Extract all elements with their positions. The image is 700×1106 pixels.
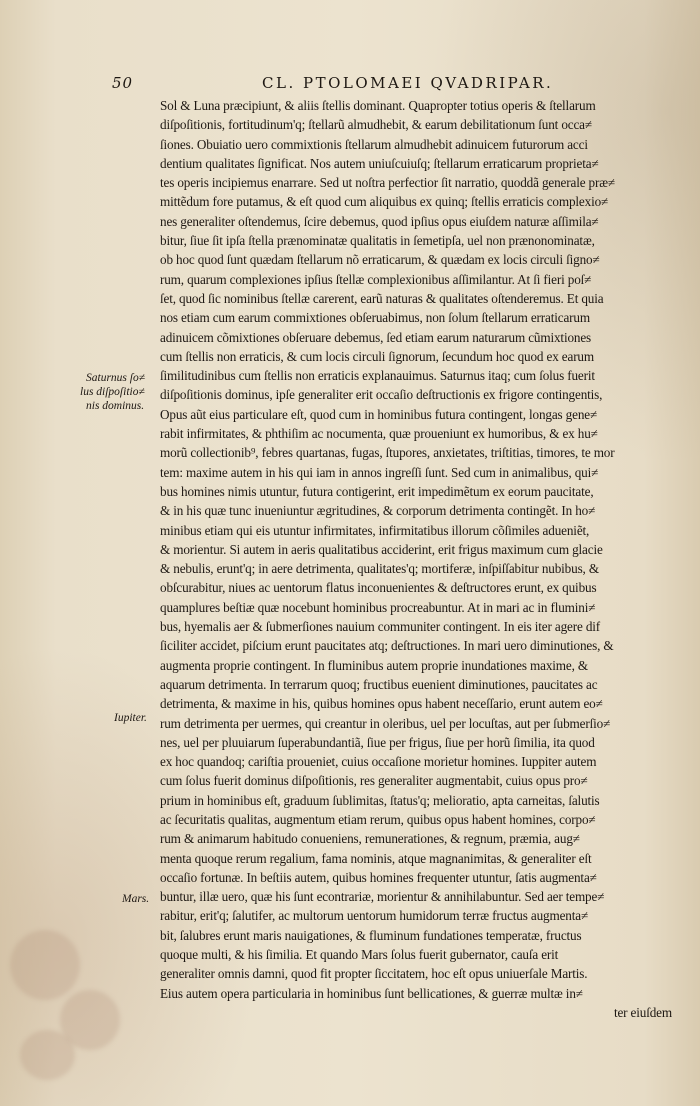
text-line: buntur, illæ uero, quæ his ſunt econtrariæ, morientur & annihilabuntur. Sed aer tempe≠ xyxy=(160,889,605,905)
text-line: morũ collectionib⁹, febres quartanas, fugas, ſtupores, anxietates, triſtitias, timores, te mor xyxy=(160,445,615,461)
text-line: nes, uel per pluuiarum ſuperabundantiã, ſiue per frigus, ſiue per horũ ſimilia, ita quod xyxy=(160,734,595,750)
text-line: cum ſolus fuerit dominus diſpoſitionis, res generaliter augmentabit, cuius opus pro≠ xyxy=(160,773,588,789)
margin-note-jupiter xyxy=(114,711,147,725)
text-line: ſiciliter accidet, piſcium erunt paucitates atq; deſtructiones. In mari uero diminutiones, & xyxy=(160,638,614,654)
text-line: minibus etiam qui eis utuntur infirmitates, infirmitatibus illorum cõſimiles adueniẽt, xyxy=(160,522,590,538)
running-head: CL. PTOLOMAEI QVADRIPAR. xyxy=(262,74,554,92)
text-line: bus homines nimis utuntur, futura contigerint, erit impedimẽtum ex eorum paucitate, xyxy=(160,483,594,499)
text-line: dentium qualitates ſignificat. Nos autem uniuſcuiuſq; ſtellarum erraticarum proprieta≠ xyxy=(160,155,599,171)
text-line: ex hoc quandoq; cariſtia proueniet, cuius occaſione morietur homines. Iuppiter autem xyxy=(160,754,597,770)
margin-note-mars xyxy=(122,892,149,906)
text-line: mittẽdum fore putamus, & eſt quod cum aliquibus ex quinq; ſtellis erraticis complexio≠ xyxy=(160,194,609,210)
paper-stain xyxy=(20,1030,75,1080)
margin-note-line: Iupiter. xyxy=(114,712,147,724)
text-line: tem: maxime autem in his qui iam in annos ingreſſi ſunt. Sed cum in animalibus, qui≠ xyxy=(160,464,599,480)
text-line: bit, ſalubres erunt maris nauigationes, & fluminum fundationes temperatæ, fructus xyxy=(160,927,582,943)
text-line: ſimilitudinibus cum ſtellis non erraticis explanauimus. Saturnus itaq; cum ſolus fuerit xyxy=(160,368,595,384)
text-line: ob hoc quod ſunt quædam ſtellarum nõ erraticarum, & quædam ex locis circuli ſigno≠ xyxy=(160,252,600,268)
text-line: tes operis incipiemus enarrare. Sed ut noſtra perfectior ſit narratio, quoddã generale præ≠ xyxy=(160,175,615,191)
text-line: quoque multi, & his ſimilia. Et quando Mars ſolus fuerit gubernator, cauſa erit xyxy=(160,947,559,963)
text-line: & nebulis, erunt'q; in aere detrimenta, qualitates'q; mortiferæ, inſpiſſabitur nubibus, & xyxy=(160,561,599,577)
paper-stain xyxy=(10,930,80,1000)
text-line: nos etiam cum earum commixtiones obſeruabimus, non ſolum ſtellarum erraticarum xyxy=(160,310,590,326)
text-line: & in his quæ tunc inueniuntur ægritudines, & corporum detrimenta contingẽt. In ho≠ xyxy=(160,503,596,519)
text-line: prium in hominibus eſt, graduum ſublimitas, ſtatus'q; melioratio, apta carneitas, ſalutis xyxy=(160,792,600,808)
text-line: & morientur. Si autem in aeris qualitatibus acciderint, erit frigus maximum cum glacie xyxy=(160,541,603,557)
text-line: aquarum detrimenta. In terrarum quoq; fructibus euenient diminutiones, paucitates ac xyxy=(160,676,598,692)
text-line: Opus aũt eius particulare eſt, quod cum in hominibus futura contingent, longas gene≠ xyxy=(160,406,598,422)
margin-note-line: Saturnus ſo≠ xyxy=(86,372,146,384)
text-line: occaſio fortunæ. In beſtiis autem, quibus homines frequenter utuntur, ſatis augmenta≠ xyxy=(160,869,597,885)
text-line: rum, quarum complexiones ipſius ſtellæ complexionibus aſſimilantur. At ſi fieri poſ≠ xyxy=(160,271,592,287)
text-line: rum & animarum habitudo conueniens, remunerationes, & regnum, præmia, aug≠ xyxy=(160,831,580,847)
text-line: bitur, ſiue ſit ipſa ſtella prænominatæ qualitatis in ſemetipſa, uel non prænonominatæ, xyxy=(160,233,595,249)
margin-note-saturn xyxy=(80,371,146,413)
margin-note-line: lus diſpoſitio≠ xyxy=(80,386,145,398)
text-line: rum detrimenta per uermes, qui creantur in oleribus, uel per locuſtas, aut per ſubmerſio≠ xyxy=(160,715,611,731)
text-line: ac ſecuritatis qualitas, augmentum etiam rerum, quibus opus habent homines, corpo≠ xyxy=(160,811,596,827)
text-line: diſpoſitionis dominus, ipſe generaliter erit occaſio deſtructionis ex frigore contingentis, xyxy=(160,387,603,403)
text-line: cum ſtellis non erraticis, & cum locis circuli ſignorum, ſecundum hoc quod ex earum xyxy=(160,348,594,364)
margin-note-line: Mars. xyxy=(122,893,150,905)
page-header xyxy=(112,74,672,96)
text-line: rabit infirmitates, & phthiſim ac nocumenta, quæ proueniunt ex humoribus, & ex hu≠ xyxy=(160,426,598,442)
text-line: adinuicem cõmixtiones obſeruare debemus, ſed etiam earum naturarum cũmixtiones xyxy=(160,329,592,345)
text-line: rabitur, erit'q; ſalutifer, ac multorum uentorum humidorum terræ fructus augmenta≠ xyxy=(160,908,589,924)
text-line: obſcurabitur, niues ac uentorum flatus inconuenientes & deſtructores erunt, ex quibus xyxy=(160,580,597,596)
text-line: bus, hyemalis aer & ſubmerſiones nauium communiter contingent. In eis iter agere dif xyxy=(160,619,601,635)
margin-note-line: nis dominus. xyxy=(86,400,145,412)
text-line: diſpoſitionis, fortitudinum'q; ſtellarũ almudhebit, & earum debilitationum ſunt occa≠ xyxy=(160,117,592,133)
text-line: menta quoque rerum regalium, fama nominis, atque magnanimitas, & generaliter eſt xyxy=(160,850,592,866)
body-text xyxy=(160,96,680,1022)
text-line: quamplures beſtiæ quæ nocebunt hominibus procreabuntur. At in mari ac in flumini≠ xyxy=(160,599,596,615)
text-line: nes generaliter oſtendemus, ſcire debemus, quod ipſius opus eiuſdem naturæ aſſimila≠ xyxy=(160,213,599,229)
folio-number: 50 xyxy=(112,74,134,92)
text-line: augmenta proprie contingent. In fluminibus autem proprie inundationes maxime, & xyxy=(160,657,588,673)
text-line: ſet, quod ſic nominibus ſtellæ carerent, earũ naturas & qualitates oſtenderemus. Et quia xyxy=(160,290,604,306)
text-line: detrimenta, & maxime in his, quibus homines opus habent neceſſario, erunt autem eo≠ xyxy=(160,696,603,712)
text-line: generaliter omnis damni, quod fit propter ſiccitatem, hoc eſt opus uniuerſale Martis. xyxy=(160,966,588,982)
text-line: ſiones. Obuiatio uero commixtionis ſtellarum almudhebit adinuicem futurorum acci xyxy=(160,136,588,152)
text-line: ter eiuſdem xyxy=(613,1004,672,1020)
text-line: Sol & Luna præcipiunt, & aliis ſtellis dominant. Quapropter totius operis & ſtellarum xyxy=(160,98,596,113)
text-line: Eius autem opera particularia in hominibus ſunt bellicationes, & guerræ multæ in≠ xyxy=(160,985,583,1001)
